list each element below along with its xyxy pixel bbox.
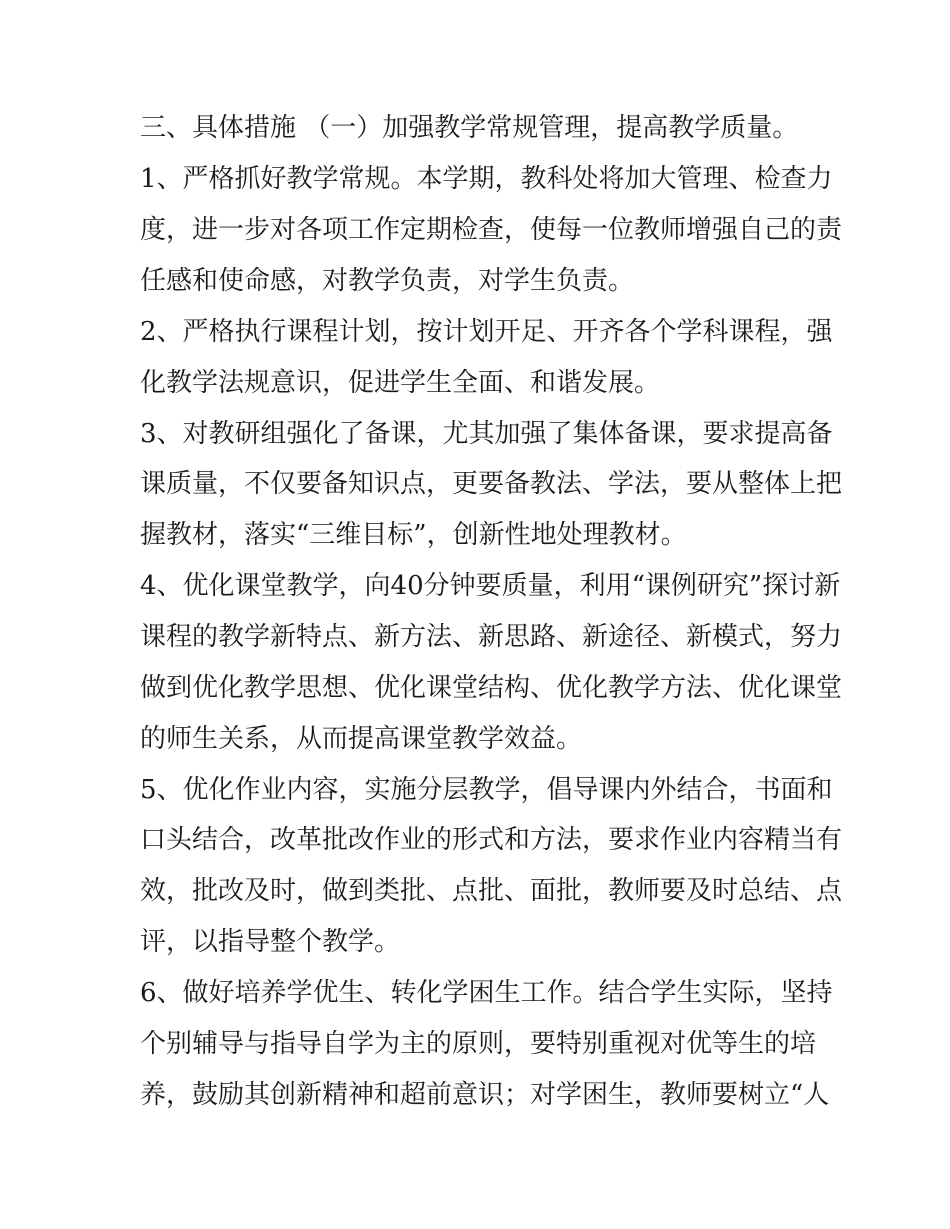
text-line: 口头结合，改革批改作业的形式和方法，要求作业内容精当有: [140, 825, 843, 855]
text-line: 握教材，落实“三维目标”，创新性地处理教材。: [140, 520, 687, 550]
text-line: 做到优化教学思想、优化课堂结构、优化教学方法、优化课堂: [140, 673, 843, 703]
text-line: 度，进一步对各项工作定期检查，使每一位教师增强自己的责: [140, 215, 843, 245]
text-line: 课质量，不仅要备知识点，更要备教法、学法，要从整体上把: [140, 469, 843, 499]
text-line: 课程的教学新特点、新方法、新思路、新途径、新模式，努力: [140, 622, 843, 652]
text-line: 养，鼓励其创新精神和超前意识；对学困生，教师要树立“人: [140, 1080, 830, 1110]
text-line: 化教学法规意识，促进学生全面、和谐发展。: [140, 368, 661, 398]
text-line: 效，批改及时，做到类批、点批、面批，教师要及时总结、点: [140, 876, 843, 906]
section-heading: 三、具体措施 （一）加强教学常规管理，提高教学质量。: [140, 113, 799, 143]
text-line: 3、对教研组强化了备课，尤其加强了集体备课，要求提高备: [140, 419, 833, 449]
text-line: 个别辅导与指导自学为主的原则，要特别重视对优等生的培: [140, 1029, 817, 1059]
text-line: 1、严格抓好教学常规。本学期，教科处将加大管理、检查力: [140, 164, 833, 194]
text-line: 4、优化课堂教学，向40分钟要质量，利用“课例研究”探讨新: [140, 571, 841, 601]
text-line: 任感和使命感，对教学负责，对学生负责。: [140, 266, 635, 296]
text-line: 2、严格执行课程计划，按计划开足、开齐各个学科课程，强: [140, 317, 833, 347]
text-line: 评，以指导整个教学。: [140, 927, 401, 957]
text-line: 的师生关系，从而提高课堂教学效益。: [140, 724, 583, 754]
text-line: 6、做好培养学优生、转化学困生工作。结合学生实际，坚持: [140, 978, 833, 1008]
text-line: 5、优化作业内容，实施分层教学，倡导课内外结合，书面和: [140, 775, 833, 805]
